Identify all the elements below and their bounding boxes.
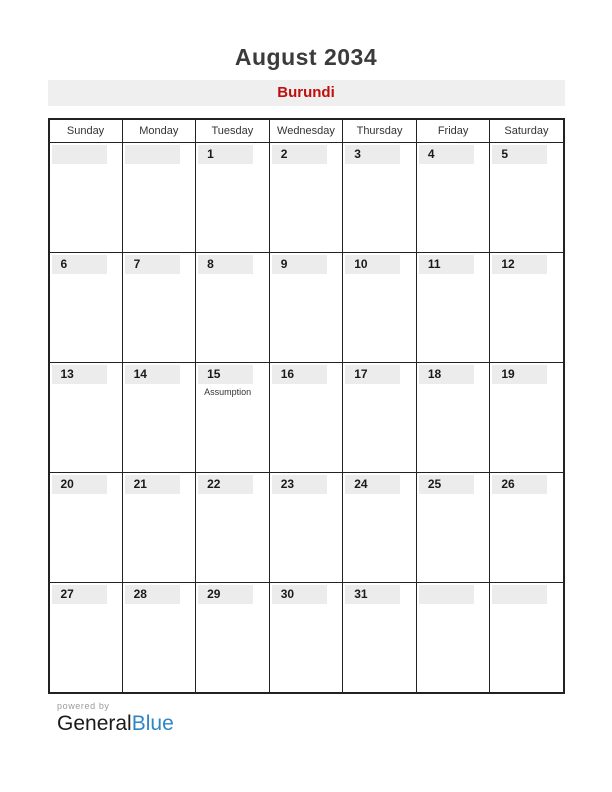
- day-cell: [416, 583, 490, 694]
- brand-logo-link[interactable]: [57, 712, 612, 736]
- day-number-badge: [492, 585, 547, 604]
- day-cell: [269, 583, 343, 694]
- week-row: [49, 363, 564, 473]
- day-header-monday: Monday: [122, 119, 196, 143]
- day-number-badge: 17: [345, 365, 400, 384]
- country-label: Burundi: [277, 84, 335, 101]
- day-number-badge: 14: [125, 365, 180, 384]
- week-row: [49, 143, 564, 253]
- day-number-badge: 20: [52, 475, 107, 494]
- day-cell: [269, 143, 343, 253]
- day-cell: [49, 363, 123, 473]
- day-cell: [122, 253, 196, 363]
- day-number-badge: 28: [125, 585, 180, 604]
- brand-blue-text: Blue: [131, 712, 174, 735]
- day-cell: [490, 583, 564, 694]
- holiday-label: Assumption: [204, 387, 252, 397]
- day-number-badge: 26: [492, 475, 547, 494]
- day-cell: [416, 363, 490, 473]
- day-number-badge: 18: [419, 365, 474, 384]
- day-cell: [122, 363, 196, 473]
- day-cell: [49, 473, 123, 583]
- day-number-badge: 16: [272, 365, 327, 384]
- day-number-badge: 6: [52, 255, 107, 274]
- day-cell: [196, 583, 270, 694]
- day-header-saturday: Saturday: [490, 119, 564, 143]
- day-header-tuesday: Tuesday: [196, 119, 270, 143]
- day-number-badge: [125, 145, 180, 164]
- day-cell: [269, 473, 343, 583]
- day-cell: [49, 583, 123, 694]
- day-cell: [490, 143, 564, 253]
- day-cell: [49, 253, 123, 363]
- day-cell: [196, 473, 270, 583]
- day-cell: [490, 363, 564, 473]
- day-number-badge: 5: [492, 145, 547, 164]
- calendar-table: [48, 118, 565, 694]
- day-number-badge: 15: [198, 365, 253, 384]
- day-number-badge: [52, 145, 107, 164]
- day-number-badge: 4: [419, 145, 474, 164]
- day-cell: [343, 473, 417, 583]
- week-row: [49, 583, 564, 694]
- day-cell: [416, 473, 490, 583]
- day-header-friday: Friday: [416, 119, 490, 143]
- day-cell: [343, 253, 417, 363]
- day-header-thursday: Thursday: [343, 119, 417, 143]
- day-number-badge: 1: [198, 145, 253, 164]
- day-number-badge: 21: [125, 475, 180, 494]
- day-number-badge: 23: [272, 475, 327, 494]
- day-cell: [490, 473, 564, 583]
- day-cell: [122, 143, 196, 253]
- powered-by-label: powered by: [57, 701, 110, 711]
- day-cell: [343, 583, 417, 694]
- day-number-badge: 2: [272, 145, 327, 164]
- week-row: [49, 473, 564, 583]
- day-number-badge: 11: [419, 255, 474, 274]
- brand-general-text: General: [57, 712, 132, 735]
- day-cell: [490, 253, 564, 363]
- day-number-badge: 13: [52, 365, 107, 384]
- day-cell: [122, 583, 196, 694]
- footer: [57, 701, 612, 736]
- day-cell: [49, 143, 123, 253]
- day-cell: [343, 363, 417, 473]
- day-number-badge: 12: [492, 255, 547, 274]
- day-number-badge: 25: [419, 475, 474, 494]
- day-cell: [196, 363, 270, 473]
- country-band: [48, 80, 565, 106]
- day-number-badge: 29: [198, 585, 253, 604]
- day-cell: [269, 363, 343, 473]
- day-cell: [196, 253, 270, 363]
- day-header-wednesday: Wednesday: [269, 119, 343, 143]
- day-cell: [122, 473, 196, 583]
- day-number-badge: 27: [52, 585, 107, 604]
- day-number-badge: 10: [345, 255, 400, 274]
- day-cell: [196, 143, 270, 253]
- day-number-badge: 22: [198, 475, 253, 494]
- day-number-badge: 19: [492, 365, 547, 384]
- day-number-badge: 9: [272, 255, 327, 274]
- day-number-badge: 30: [272, 585, 327, 604]
- day-number-badge: 8: [198, 255, 253, 274]
- page-title: August 2034: [234, 44, 378, 70]
- day-cell: [416, 253, 490, 363]
- day-number-badge: 24: [345, 475, 400, 494]
- day-header-row: [49, 119, 564, 143]
- day-header-sunday: Sunday: [49, 119, 123, 143]
- day-cell: [343, 143, 417, 253]
- day-cell: [269, 253, 343, 363]
- day-number-badge: 3: [345, 145, 400, 164]
- day-number-badge: 7: [125, 255, 180, 274]
- day-number-badge: 31: [345, 585, 400, 604]
- day-number-badge: [419, 585, 474, 604]
- day-cell: [416, 143, 490, 253]
- week-row: [49, 253, 564, 363]
